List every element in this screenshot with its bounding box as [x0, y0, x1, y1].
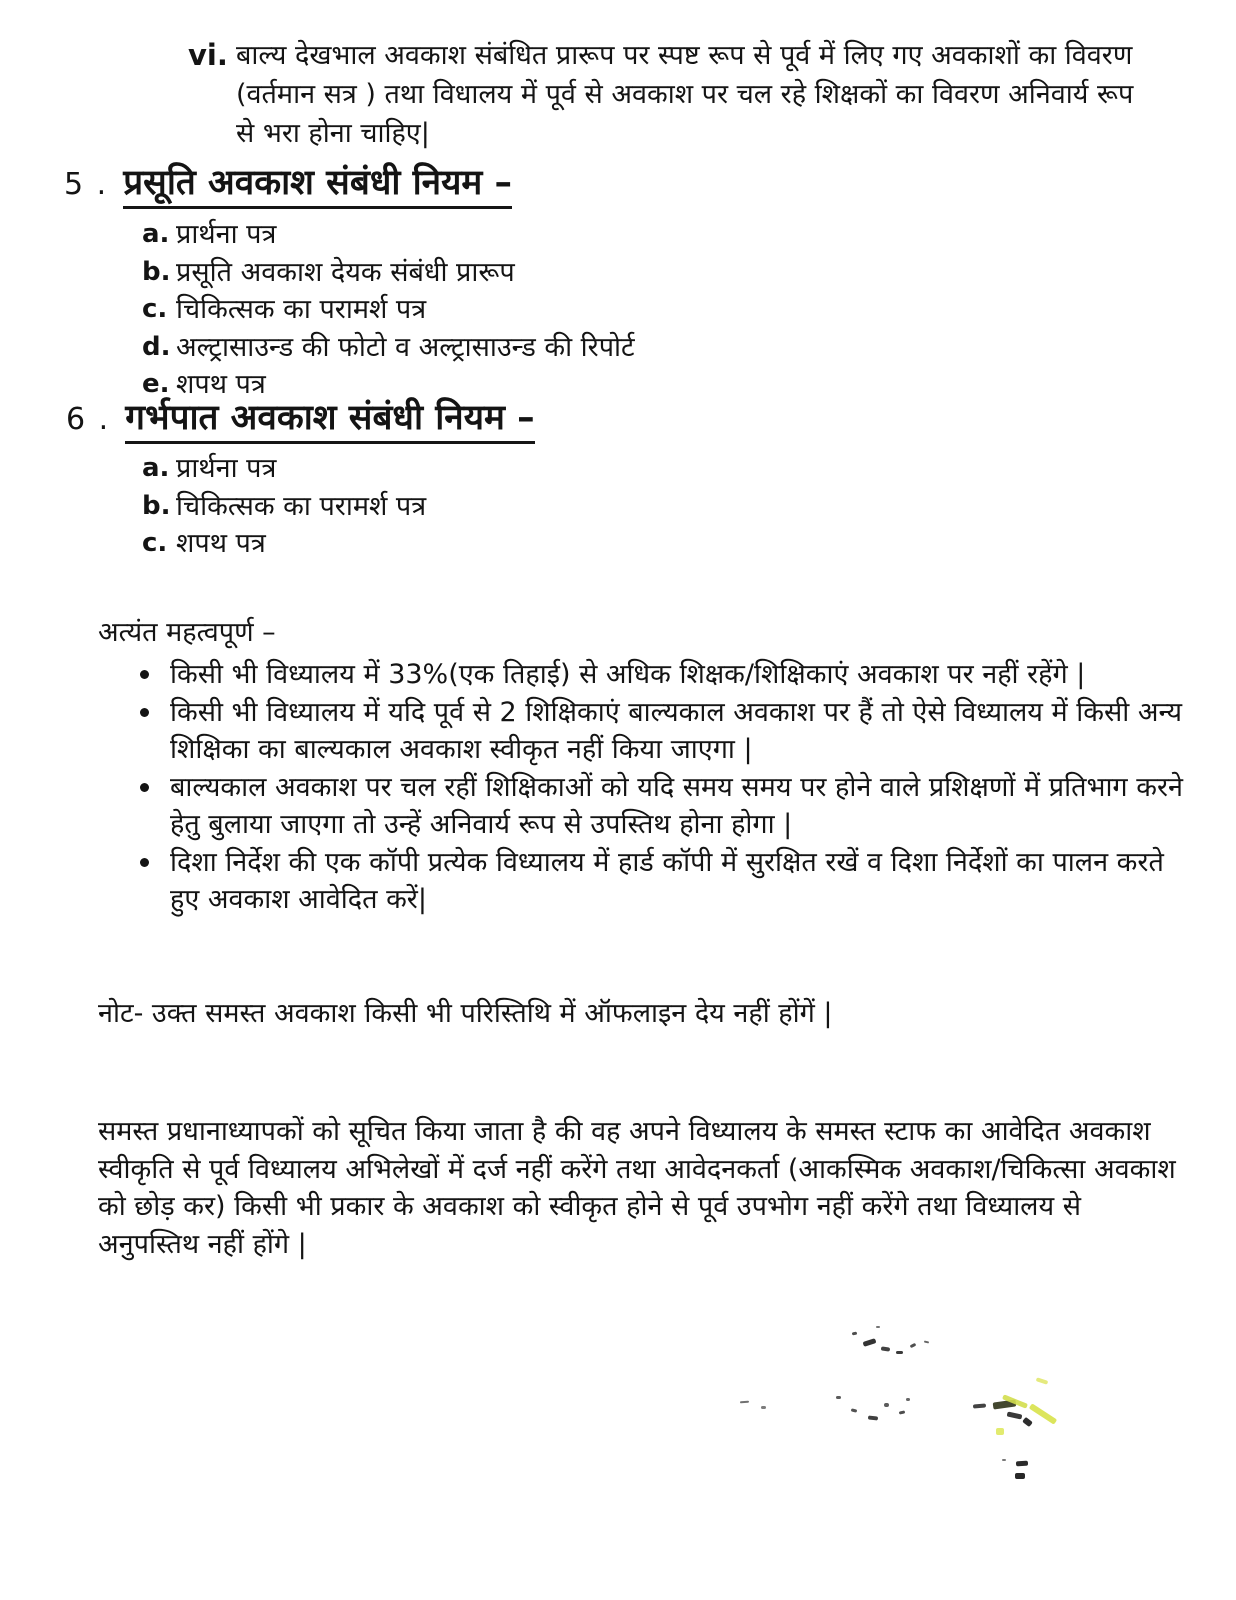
list-item-vi	[188, 36, 1148, 153]
scan-speck	[868, 1415, 878, 1420]
list-item	[142, 525, 426, 563]
bullet-item	[98, 656, 1186, 694]
list-item-marker: a.	[142, 219, 170, 249]
list-item-marker: c.	[142, 528, 168, 558]
scan-speck	[863, 1338, 877, 1347]
list-item	[142, 216, 635, 254]
scan-speck	[1016, 1461, 1028, 1467]
bullet-item	[98, 844, 1186, 919]
scan-speck	[973, 1403, 986, 1408]
scan-speck	[993, 1399, 1017, 1409]
section-6-list	[142, 450, 426, 563]
list-item-vi-text: बाल्य देखभाल अवकाश संबंधित प्रारूप पर स्पष्ट रूप से पूर्व में लिए गए अवकाशों का विवरण (वर्तमान सत्र ) तथा विधालय में पूर्व से अवकाश पर चल रहे शिक्षकों का विवरण अनिवार्य रूप से भरा होना चाहिए|	[236, 40, 1134, 149]
scan-speck	[1002, 1394, 1028, 1408]
list-item	[142, 329, 635, 367]
scan-speck	[996, 1428, 1004, 1435]
scan-speck	[836, 1396, 841, 1399]
bullet-item	[98, 694, 1186, 769]
bullet-dot-icon	[140, 708, 149, 717]
bullet-item	[98, 769, 1186, 844]
bullet-item-text: बाल्यकाल अवकाश पर चल रहीं शिक्षिकाओं को यदि समय समय पर होने वाले प्रशिक्षणों में प्रतिभाग करने हेतु बुलाया जाएगा तो उन्हें अनिवार्य रूप से उपस्तिथ होना होगा |	[170, 771, 1183, 840]
list-item-text: चिकित्सक का परामर्श पत्र	[176, 294, 427, 325]
scan-speck	[1036, 1377, 1049, 1385]
scan-speck	[910, 1343, 917, 1348]
scan-speck	[881, 1346, 890, 1351]
closing-paragraph: समस्त प्रधानाध्यापकों को सूचित किया जाता है की वह अपने विध्यालय के समस्त स्टाफ का आवेदित अवकाश स्वीकृति से पूर्व विध्यालय अभिलेखों में दर्ज नहीं करेंगे तथा आवेदनकर्ता (आकस्मिक अवकाश/चिकित्सा अवकाश को छोड़ कर) किसी भी प्रकार के अवकाश को स्वीकृत होने से पूर्व उपभोग नहीं करेंगे तथा विध्यालय से अनुपस्तिथ नहीं होंगे |	[98, 1116, 1176, 1260]
section-6-number: 6 .	[66, 402, 111, 437]
list-item	[142, 450, 426, 488]
scan-speck	[761, 1406, 766, 1409]
list-item-marker: c.	[142, 294, 168, 324]
scan-speck	[899, 1410, 905, 1414]
section-6-heading	[66, 393, 535, 440]
scan-speck	[1007, 1411, 1023, 1419]
list-item-text: चिकित्सक का परामर्श पत्र	[176, 490, 427, 522]
scan-speck	[740, 1401, 749, 1404]
list-item-marker: d.	[142, 331, 171, 362]
scan-speck	[1015, 1473, 1025, 1479]
scan-speck	[906, 1398, 910, 1401]
bullet-dot-icon	[140, 670, 149, 679]
note-line: नोट- उक्त समस्त अवकाश किसी भी परिस्तिथि में ऑफलाइन देय नहीं होंगें |	[98, 998, 833, 1029]
list-item-vi-marker: vi.	[188, 38, 228, 72]
list-item	[142, 254, 635, 292]
scan-speck	[851, 1408, 858, 1412]
bullet-dot-icon	[140, 783, 149, 792]
scan-speck	[852, 1332, 857, 1336]
list-item-text: प्रसूति अवकाश देयक संबंधी प्रारूप	[176, 256, 515, 288]
list-item-marker: b.	[142, 256, 171, 287]
section-5-title: प्रसूति अवकाश संबंधी नियम –	[123, 163, 512, 209]
important-bullet-list	[98, 656, 1186, 919]
section-5-number: 5 .	[64, 167, 109, 202]
important-heading: अत्यंत महत्वपूर्ण –	[98, 617, 276, 648]
bullet-item-text: किसी भी विध्यालय में यदि पूर्व से 2 शिक्षिकाएं बाल्यकाल अवकाश पर हैं तो ऐसे विध्यालय में किसी अन्य शिक्षिका का बाल्यकाल अवकाश स्वीकृत नहीं किया जाएगा |	[170, 696, 1183, 765]
bullet-item-text: किसी भी विध्यालय में 33%(एक तिहाई) से अधिक शिक्षक/शिक्षिकाएं अवकाश पर नहीं रहेंगे |	[170, 659, 1086, 690]
section-5-list	[142, 216, 635, 404]
scan-speck	[924, 1341, 929, 1344]
scan-speck	[1002, 1459, 1006, 1461]
bullet-item-text: दिशा निर्देश की एक कॉपी प्रत्येक विध्यालय में हार्ड कॉपी में सुरक्षित रखें व दिशा निर्देशों का पालन करते हुए अवकाश आवेदित करें|	[170, 846, 1164, 915]
list-item-marker: a.	[142, 453, 170, 483]
list-item-text: अल्ट्रासाउन्ड की फोटो व अल्ट्रासाउन्ड की रिपोर्ट	[176, 331, 635, 363]
list-item	[142, 291, 635, 329]
list-item-marker: e.	[142, 369, 170, 399]
section-6-title: गर्भपात अवकाश संबंधी नियम –	[125, 398, 534, 444]
list-item	[142, 488, 426, 526]
list-item-text: शपथ पत्र	[176, 528, 266, 559]
scan-speck	[1029, 1403, 1057, 1424]
list-item-text: प्रार्थना पत्र	[176, 453, 277, 484]
important-section	[98, 614, 1186, 919]
bullet-dot-icon	[140, 858, 149, 867]
scan-speck	[876, 1326, 880, 1328]
list-item-marker: b.	[142, 490, 171, 521]
scan-speck	[896, 1351, 903, 1354]
scan-speck	[1022, 1417, 1033, 1427]
section-5-heading	[64, 158, 512, 205]
list-item-text: प्रार्थना पत्र	[176, 219, 277, 250]
list-item-text: शपथ पत्र	[176, 369, 266, 400]
scan-speck	[884, 1403, 889, 1407]
